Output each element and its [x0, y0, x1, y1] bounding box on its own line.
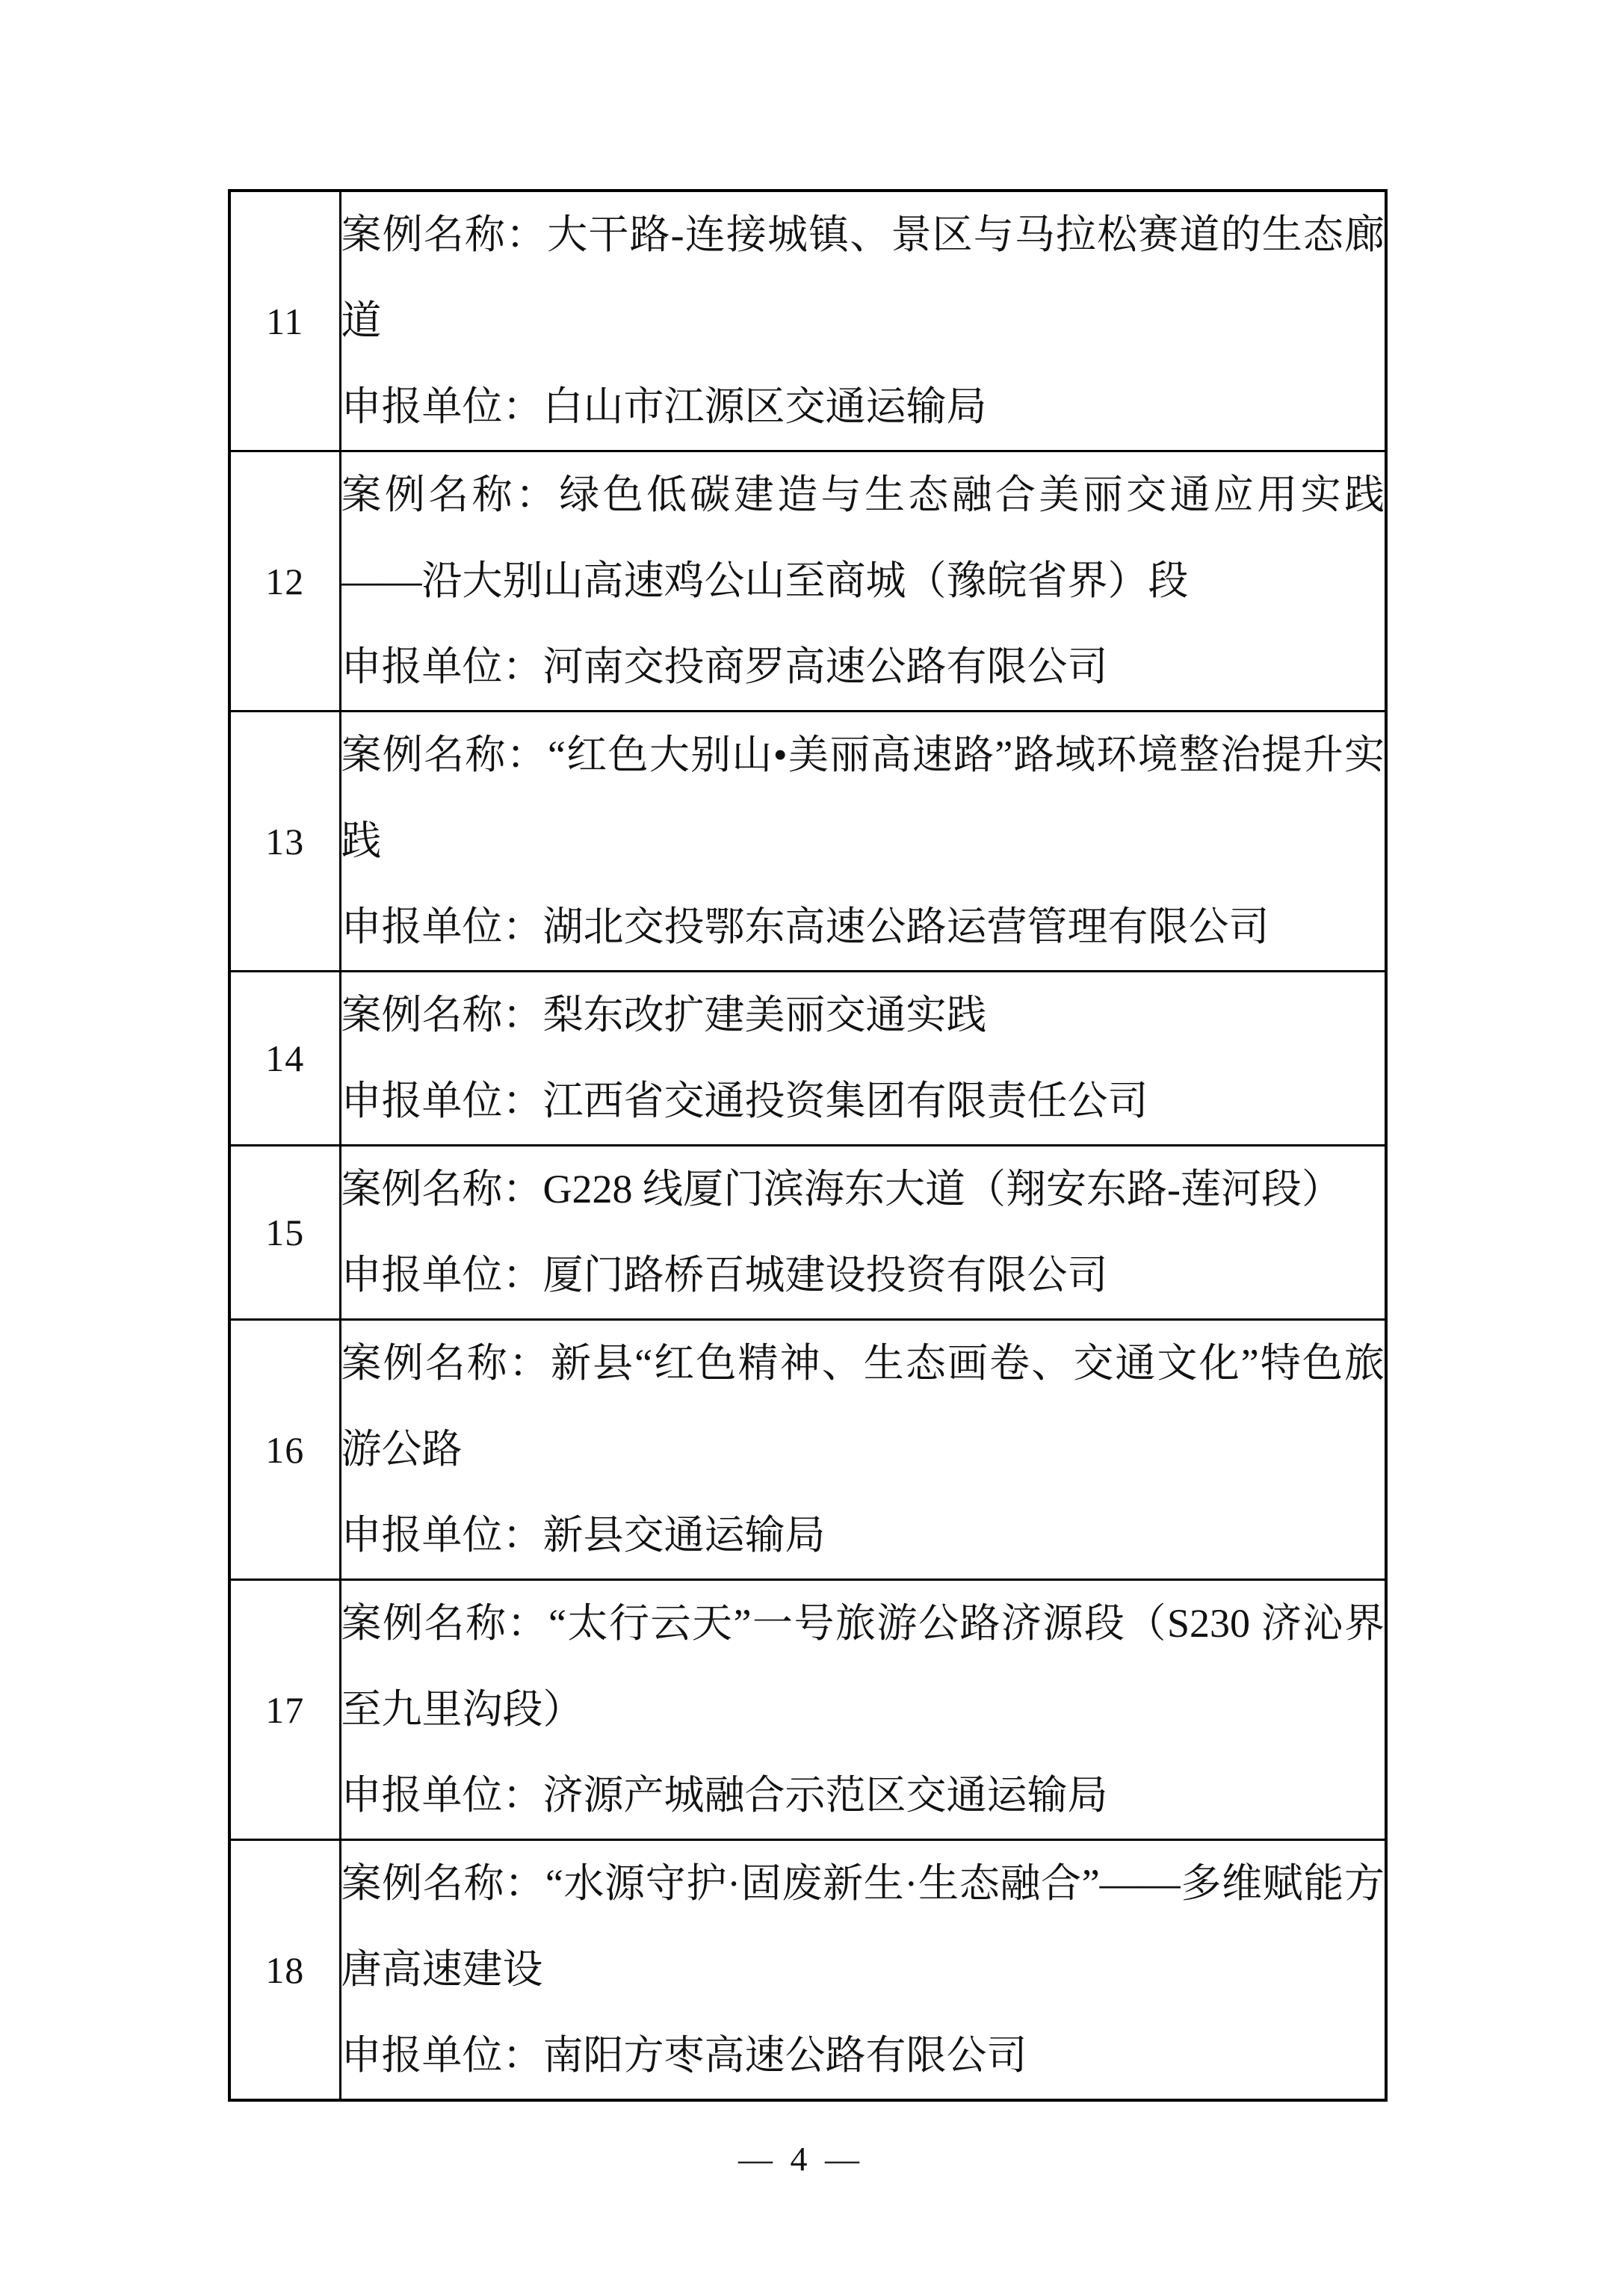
table-row — [229, 1840, 1386, 2101]
unit-line — [341, 884, 1385, 970]
case-name-label: 案例名称： — [341, 1167, 543, 1212]
row-content-cell — [340, 191, 1386, 451]
row-number-cell: 11 — [229, 191, 340, 451]
case-name-line — [341, 192, 1385, 364]
row-content-cell — [340, 1840, 1386, 2101]
case-name-value: 新县“红色精神、生态画卷、交通文化”特色旅游公路 — [341, 1341, 1385, 1472]
unit-line — [341, 1493, 1385, 1578]
unit-label: 申报单位： — [341, 1513, 543, 1558]
case-name-line — [341, 1581, 1385, 1753]
unit-line — [341, 364, 1385, 450]
table-row — [229, 451, 1386, 712]
row-number-cell: 15 — [229, 1146, 340, 1320]
unit-label: 申报单位： — [341, 384, 543, 429]
unit-value: 南阳方枣高速公路有限公司 — [542, 2033, 1027, 2078]
row-number-cell: 18 — [229, 1840, 340, 2101]
row-content-cell — [340, 1320, 1386, 1580]
case-name-line — [341, 1321, 1385, 1493]
case-name-value: “红色大别山•美丽高速路”路域环境整治提升实践 — [341, 732, 1385, 863]
case-name-label: 案例名称： — [341, 993, 543, 1037]
unit-value: 白山市江源区交通运输局 — [542, 384, 987, 429]
case-name-line — [341, 972, 1385, 1058]
case-name-value: “水源守护·固废新生·生态融合”——多维赋能方唐高速建设 — [341, 1861, 1385, 1992]
table-row — [229, 1146, 1386, 1320]
unit-value: 湖北交投鄂东高速公路运营管理有限公司 — [542, 904, 1269, 949]
case-name-label: 案例名称： — [341, 1601, 549, 1646]
unit-line — [341, 2013, 1385, 2099]
case-name-label: 案例名称： — [341, 732, 548, 777]
table-row — [229, 712, 1386, 972]
unit-label: 申报单位： — [341, 904, 543, 949]
unit-label: 申报单位： — [341, 1773, 543, 1818]
unit-label: 申报单位： — [341, 1078, 543, 1123]
case-name-line — [341, 452, 1385, 624]
row-number-cell: 14 — [229, 972, 340, 1146]
table-row — [229, 972, 1386, 1146]
table-row — [229, 1580, 1386, 1840]
case-name-label: 案例名称： — [341, 1341, 551, 1386]
unit-line — [341, 1058, 1385, 1144]
unit-value: 河南交投商罗高速公路有限公司 — [542, 644, 1108, 689]
row-content-cell — [340, 451, 1386, 712]
case-name-line — [341, 1147, 1385, 1232]
unit-value: 济源产城融合示范区交通运输局 — [542, 1773, 1108, 1818]
case-name-line — [341, 1841, 1385, 2013]
case-name-value: 大干路-连接城镇、景区与马拉松赛道的生态廊道 — [341, 212, 1385, 343]
case-name-line — [341, 712, 1385, 884]
row-content-cell — [340, 712, 1386, 972]
row-content-cell — [340, 972, 1386, 1146]
case-name-label: 案例名称： — [341, 212, 548, 257]
unit-value: 新县交通运输局 — [542, 1513, 826, 1558]
unit-line — [341, 1232, 1385, 1318]
case-name-label: 案例名称： — [341, 472, 560, 517]
row-number-cell: 13 — [229, 712, 340, 972]
row-content-cell — [340, 1580, 1386, 1840]
unit-value: 江西省交通投资集团有限责任公司 — [542, 1078, 1148, 1123]
row-number-cell: 16 — [229, 1320, 340, 1580]
case-name-value: 绿色低碳建造与生态融合美丽交通应用实践——沿大别山高速鸡公山至商城（豫皖省界）段 — [341, 472, 1385, 603]
case-name-value: G228 线厦门滨海东大道（翔安东路-莲河段） — [542, 1167, 1342, 1212]
row-content-cell — [340, 1146, 1386, 1320]
unit-line — [341, 624, 1385, 710]
table-row — [229, 1320, 1386, 1580]
unit-label: 申报单位： — [341, 1253, 543, 1297]
unit-value: 厦门路桥百城建设投资有限公司 — [542, 1253, 1108, 1297]
case-list-table — [228, 189, 1388, 2102]
case-name-label: 案例名称： — [341, 1861, 545, 1906]
row-number-cell: 12 — [229, 451, 340, 712]
unit-label: 申报单位： — [341, 644, 543, 689]
table-row — [229, 191, 1386, 451]
case-name-value: 梨东改扩建美丽交通实践 — [542, 993, 987, 1037]
unit-label: 申报单位： — [341, 2033, 543, 2078]
row-number-cell: 17 — [229, 1580, 340, 1840]
case-name-value: “太行云天”一号旅游公路济源段（S230 济沁界至九里沟段） — [341, 1601, 1385, 1732]
page-number: — 4 — — [738, 2140, 864, 2178]
unit-line — [341, 1753, 1385, 1839]
